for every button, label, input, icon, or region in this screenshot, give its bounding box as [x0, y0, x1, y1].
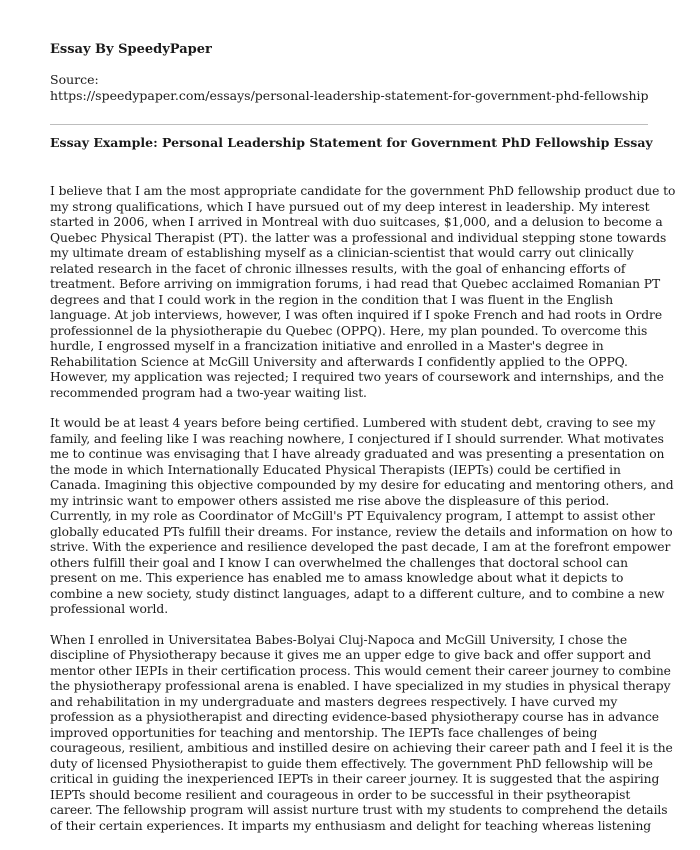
header-divider	[50, 124, 648, 125]
source-url[interactable]: https://speedypaper.com/essays/personal-leadership-statement-for-government-phd-fellowship	[50, 88, 649, 103]
paragraph-line: recommended program had a two-year waiting list.	[50, 385, 367, 400]
document-header-title: Essay By SpeedyPaper	[50, 42, 212, 57]
paragraph-line: treatment. Before arriving on immigration forums, i had read that Quebec acclaimed Romanian PT	[50, 277, 661, 291]
paragraph-line: related research in the facet of chronic illnesses results, with the goal of enhancing efforts of	[50, 261, 626, 276]
paragraph-line: me to continue was envisaging that I have already graduated and was presenting a presentation on	[50, 447, 665, 461]
paragraph-line: improved opportunities for teaching and mentorship. The IEPTs face challenges of being	[50, 725, 598, 740]
paragraph-line: others fulfill their goal and I know I can overwhelmed the challenges that doctoral school can	[50, 555, 628, 570]
paragraph-line: started in 2006, when I arrived in Montreal with duo suitcases, $1,000, and a delusion to become a	[50, 215, 663, 229]
paragraph-line: profession as a physiotherapist and directing evidence-based physiotherapy course has in advance	[50, 710, 659, 724]
paragraph-line: language. At job interviews, however, I was often inquired if I spoke French and had roots in Ordre	[50, 308, 663, 322]
essay-title: Essay Example: Personal Leadership Statement for Government PhD Fellowship Essay	[50, 135, 653, 150]
paragraph-line: IEPTs should become resilient and courageous in order to be successful in their psytheorapist	[50, 787, 631, 802]
paragraph-line: duty of licensed Physiotherapist to guide them effectively. The government PhD fellowship will be	[50, 756, 653, 771]
paragraph-line: Rehabilitation Science at McGill University and afterwards I confidently applied to the OPPQ.	[50, 354, 628, 369]
source-label: Source:	[50, 72, 99, 87]
paragraph-line: present on me. This experience has enabled me to amass knowledge about what it depicts to	[50, 571, 624, 585]
paragraph-line: family, and feeling like I was reaching nowhere, I conjectured if I should surrender. What motivates	[50, 431, 664, 446]
paragraph-line: professionnel de la physiotherapie du Quebec (OPPQ). Here, my plan pounded. To overcome this	[50, 323, 648, 338]
paragraph-line: my ultimate dream of establishing myself as a clinician-scientist that would carry out clinically	[50, 246, 634, 260]
paragraph-line: hurdle, I engrossed myself in a francization initiative and enrolled in a Master's degree in	[50, 339, 604, 353]
paragraph-line: career. The fellowship program will assist nurture trust with my students to comprehend the details	[50, 803, 668, 817]
paragraph-line: of their certain experiences. It imparts my enthusiasm and delight for teaching whereas listening	[50, 818, 652, 833]
essay-paragraph	[50, 632, 673, 835]
paragraph-line: critical in guiding the inexperienced IEPTs in their career journey. It is suggested that the aspiring	[50, 772, 660, 786]
paragraph-line: the physiotherapy professional arena is enabled. I have specialized in my studies in physical therapy	[50, 679, 671, 693]
essay-paragraph	[50, 184, 676, 401]
paragraph-line: When I enrolled in Universitatea Babes-Bolyai Cluj-Napoca and McGill University, I chose the	[50, 632, 628, 647]
paragraph-line: my intrinsic want to empower others assisted me rise above the displeasure of this period.	[50, 493, 610, 508]
essay-paragraph	[50, 416, 674, 618]
paragraph-line: However, my application was rejected; I required two years of coursework and internships, and the	[50, 370, 664, 384]
paragraph-line: discipline of Physiotherapy because it gives me an upper edge to give back and offer support and	[50, 648, 652, 662]
paragraph-line: courageous, resilient, ambitious and instilled desire on achieving their career path and I feel it is the	[50, 741, 673, 755]
paragraph-line: Currently, in my role as Coordinator of McGill's PT Equivalency program, I attempt to assist other	[50, 509, 655, 523]
paragraph-line: globally educated PTs fulfill their dreams. For instance, review the details and information on how to	[50, 524, 673, 539]
paragraph-line: and rehabilitation in my undergraduate and masters degrees respectively. I have curved my	[50, 694, 618, 709]
essay-body	[50, 184, 676, 849]
paragraph-line: I believe that I am the most appropriate candidate for the government PhD fellowship product due to	[50, 184, 676, 198]
paragraph-line: the mode in which Internationally Educated Physical Therapists (IEPTs) could be certified in	[50, 462, 621, 477]
paragraph-line: my strong qualifications, which I have pursued out of my deep interest in leadership. My interest	[50, 199, 650, 214]
paragraph-line: Canada. Imagining this objective compounded by my desire for educating and mentoring others, and	[50, 478, 674, 492]
paragraph-line: mentor other IEPIs in their certification process. This would cement their career journey to combine	[50, 663, 671, 678]
paragraph-line: strive. With the experience and resilience developed the past decade, I am at the forefront empower	[50, 540, 671, 554]
document-page	[50, 0, 676, 850]
paragraph-line: Quebec Physical Therapist (PT). the latter was a professional and individual stepping stone towards	[50, 230, 667, 245]
paragraph-line: degrees and that I could work in the region in the condition that I was fluent in the English	[50, 292, 614, 307]
paragraph-line: professional world.	[50, 602, 169, 616]
paragraph-line: It would be at least 4 years before being certified. Lumbered with student debt, craving to see my	[50, 416, 656, 430]
paragraph-line: combine a new society, study distinct languages, adapt to a different culture, and to combine a new	[50, 586, 665, 601]
